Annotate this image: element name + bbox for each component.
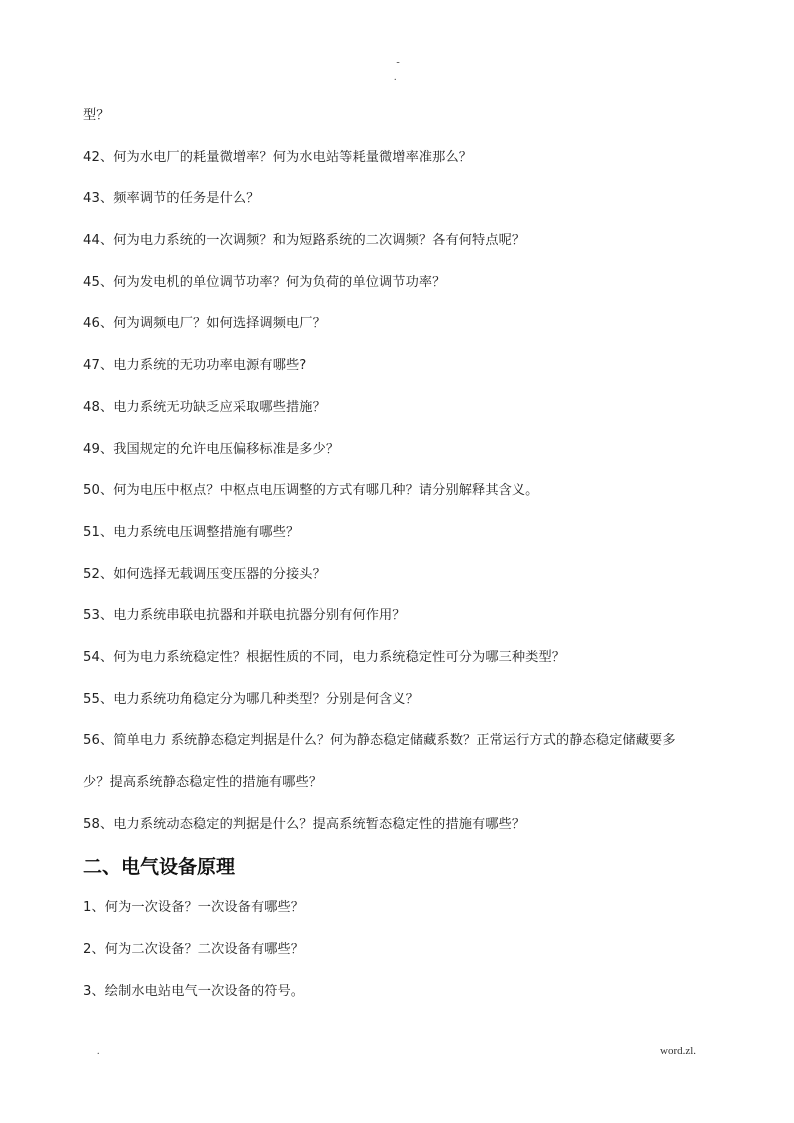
question-54: 54、何为电力系统稳定性？根据性质的不同，电力系统稳定性可分为哪三种类型？: [83, 649, 566, 665]
question-55: 55、电力系统功角稳定分为哪几种类型？分别是何含义？: [83, 691, 419, 707]
footer-source: word.zl.: [660, 1045, 697, 1057]
question-56: 56、简单电力 系统静态稳定判据是什么？何为静态稳定储藏系数？正常运行方式的静态稳定储藏要多: [83, 733, 676, 749]
header-mark: -: [396, 57, 400, 68]
question-56-continued: 少？提高系统静态稳定性的措施有哪些？: [83, 775, 323, 790]
section-heading: 二、电气设备原理: [83, 856, 236, 879]
text-line: 型？: [83, 108, 110, 123]
question-44: 44、何为电力系统的一次调频？和为短路系统的二次调频？各有何特点呢？: [83, 233, 526, 249]
question-58: 58、电力系统动态稳定的判据是什么？提高系统暂态稳定性的措施有哪些？: [83, 816, 526, 832]
question-52: 52、如何选择无载调压变压器的分接头？: [83, 566, 326, 582]
section-item-2: 2、何为二次设备？二次设备有哪些？: [83, 942, 305, 958]
question-51: 51、电力系统电压调整措施有哪些？: [83, 524, 300, 540]
section-item-3: 3、绘制水电站电气一次设备的符号。: [83, 983, 305, 999]
question-47: 47、电力系统的无功功率电源有哪些?: [83, 358, 307, 374]
question-49: 49、我国规定的允许电压偏移标准是多少？: [83, 441, 340, 457]
document-body: [83, 106, 723, 1023]
question-45: 45、何为发电机的单位调节功率？何为负荷的单位调节功率？: [83, 274, 446, 290]
question-42: 42、何为水电厂的耗量微增率？何为水电站等耗量微增率准那么？: [83, 149, 473, 165]
question-50: 50、何为电压中枢点？中枢点电压调整的方式有哪几种？请分别解释其含义。: [83, 483, 539, 499]
section-item-1: 1、何为一次设备？一次设备有哪些？: [83, 900, 305, 916]
question-53: 53、电力系统串联电抗器和并联电抗器分别有何作用？: [83, 608, 406, 624]
footer-dot: .: [97, 1046, 100, 1057]
question-48: 48、电力系统无功缺乏应采取哪些措施？: [83, 399, 326, 415]
header-dot: .: [394, 72, 397, 83]
question-46: 46、何为调频电厂？如何选择调频电厂？: [83, 316, 326, 332]
question-43: 43、频率调节的任务是什么？: [83, 191, 260, 207]
